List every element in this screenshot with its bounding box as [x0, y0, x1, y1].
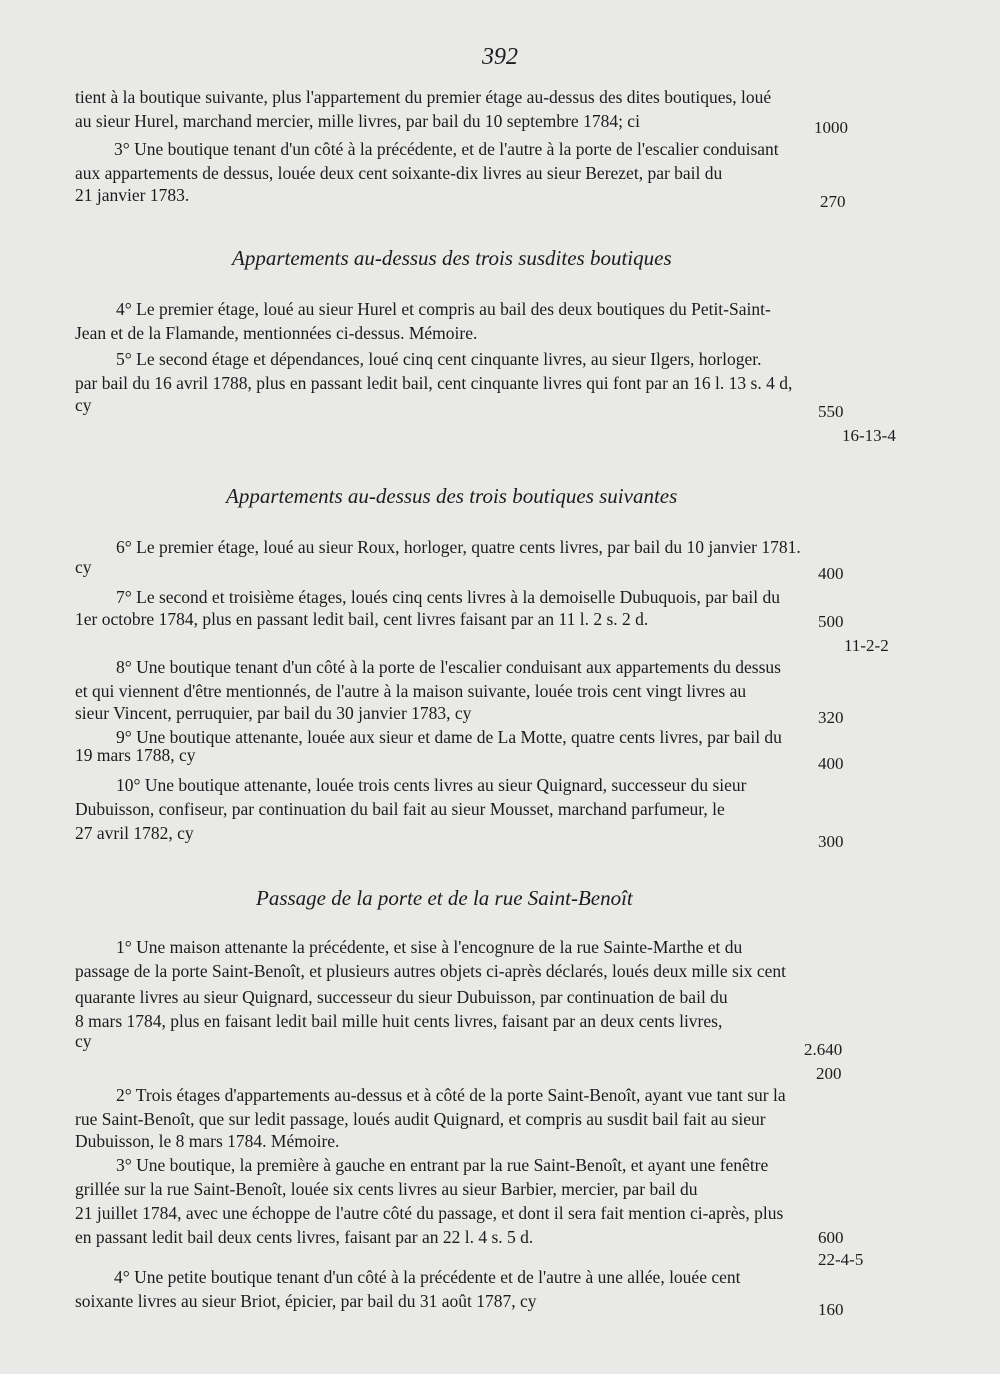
text-line: rue Saint-Benoît, que sur ledit passage, loués audit Quignard, et compris au susdit bail fait au sieur [75, 1109, 766, 1129]
text-line: cy [75, 557, 92, 577]
text-line: tient à la boutique suivante, plus l'appartement du premier étage au-dessus des dites boutiques, loué [75, 87, 772, 107]
section-heading: Appartements au-dessus des trois susdites boutiques [232, 246, 672, 270]
text-line: soixante livres au sieur Briot, épicier, par bail du 31 août 1787, cy [75, 1291, 537, 1311]
text-line: 21 janvier 1783. [75, 185, 190, 205]
text-line: 7° Le second et troisième étages, loués cinq cents livres à la demoiselle Dubuquois, par bail du [116, 587, 781, 607]
amount: 550 [818, 402, 844, 421]
page-number: 392 [482, 44, 518, 70]
amount: 400 [818, 564, 844, 583]
text-line: 6° Le premier étage, loué au sieur Roux, horloger, quatre cents livres, par bail du 10 janvier 1781. [116, 537, 801, 557]
amount: 600 [818, 1228, 844, 1247]
text-line: au sieur Hurel, marchand mercier, mille livres, par bail du 10 septembre 1784; ci [75, 111, 640, 131]
text-line: aux appartements de dessus, louée deux cent soixante-dix livres au sieur Berezet, par bail du [75, 163, 723, 183]
amount: 200 [816, 1064, 842, 1083]
amount: 22-4-5 [818, 1250, 864, 1269]
amount: 270 [820, 192, 846, 211]
text-line: par bail du 16 avril 1788, plus en passant ledit bail, cent cinquante livres qui font par an 16 l. 13 s. 4 d, [75, 373, 793, 393]
amount: 400 [818, 754, 844, 773]
text-line: 19 mars 1788, cy [75, 745, 196, 765]
text-line: 1° Une maison attenante la précédente, et sise à l'encognure de la rue Sainte-Marthe et du [116, 937, 743, 957]
text-line: Dubuisson, confiseur, par continuation du bail fait au sieur Mousset, marchand parfumeur, le [75, 799, 725, 819]
text-line: en passant ledit bail deux cents livres, faisant par an 22 l. 4 s. 5 d. [75, 1227, 534, 1247]
text-line: Dubuisson, le 8 mars 1784. Mémoire. [75, 1131, 340, 1151]
amount: 320 [818, 708, 844, 727]
text-line: 1er octobre 1784, plus en passant ledit bail, cent livres faisant par an 11 l. 2 s. 2 d. [75, 609, 649, 629]
text-line: quarante livres au sieur Quignard, successeur du sieur Dubuisson, par continuation de bail du [75, 987, 728, 1007]
text-line: grillée sur la rue Saint-Benoît, louée six cents livres au sieur Barbier, mercier, par bail du [75, 1179, 698, 1199]
amount: 2.640 [804, 1040, 843, 1059]
text-line: cy [75, 395, 92, 415]
amount: 16-13-4 [842, 426, 896, 445]
text-line: 2° Trois étages d'appartements au-dessus et à côté de la porte Saint-Benoît, ayant vue tant sur la [116, 1085, 786, 1105]
text-line: cy [75, 1031, 92, 1051]
text-line: 21 juillet 1784, avec une échoppe de l'autre côté du passage, et dont il sera fait mention ci-après, plus [75, 1203, 784, 1223]
text-line: 9° Une boutique attenante, louée aux sieur et dame de La Motte, quatre cents livres, par bail du [116, 727, 782, 747]
text-line: 4° Le premier étage, loué au sieur Hurel et compris au bail des deux boutiques du Petit-Saint- [116, 299, 771, 319]
text-line: 5° Le second étage et dépendances, loué cinq cent cinquante livres, au sieur Ilgers, horloger. [116, 349, 762, 369]
amount: 500 [818, 612, 844, 631]
amount: 300 [818, 832, 844, 851]
amount: 11-2-2 [844, 636, 889, 655]
text-line: 27 avril 1782, cy [75, 823, 194, 843]
text-line: 3° Une boutique tenant d'un côté à la précédente, et de l'autre à la porte de l'escalier conduisant [114, 139, 779, 159]
text-line: 3° Une boutique, la première à gauche en entrant par la rue Saint-Benoît, et ayant une fenêtre [116, 1155, 769, 1175]
text-line: 8° Une boutique tenant d'un côté à la porte de l'escalier conduisant aux appartements du dessus [116, 657, 781, 677]
text-line: 4° Une petite boutique tenant d'un côté à la précédente et de l'autre à une allée, louée cent [114, 1267, 741, 1287]
text-line: 10° Une boutique attenante, louée trois cents livres au sieur Quignard, successeur du sieur [116, 775, 747, 795]
amount: 160 [818, 1300, 844, 1319]
text-line: 8 mars 1784, plus en faisant ledit bail mille huit cents livres, faisant par an deux cents livres, [75, 1011, 723, 1031]
amount: 1000 [814, 118, 848, 137]
section-heading: Passage de la porte et de la rue Saint-Benoît [256, 886, 633, 910]
text-line: Jean et de la Flamande, mentionnées ci-dessus. Mémoire. [75, 323, 478, 343]
text-line: sieur Vincent, perruquier, par bail du 30 janvier 1783, cy [75, 703, 472, 723]
text-line: et qui viennent d'être mentionnés, de l'autre à la maison suivante, louée trois cent vingt livres au [75, 681, 747, 701]
section-heading: Appartements au-dessus des trois boutiques suivantes [226, 484, 678, 508]
text-line: passage de la porte Saint-Benoît, et plusieurs autres objets ci-après déclarés, loués deux mille six cent [75, 961, 786, 981]
